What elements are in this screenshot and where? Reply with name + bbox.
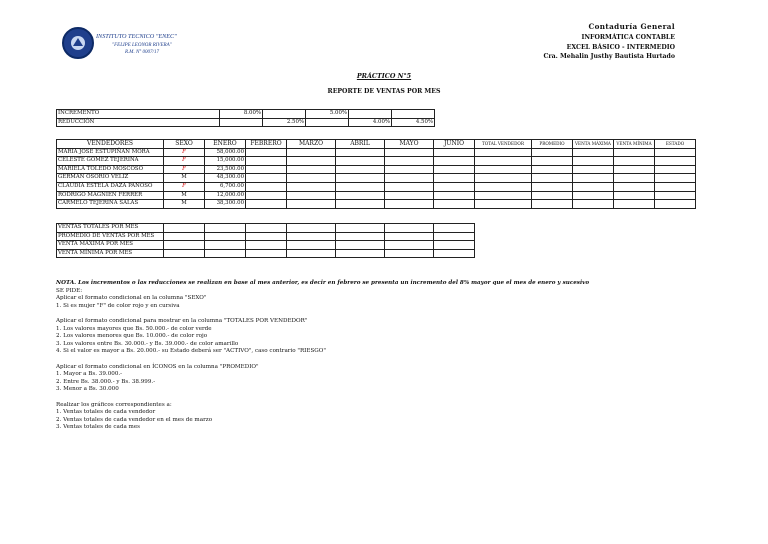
block3-line: Aplicar el formato condicional en ÍCONOS en la columna "PROMEDIO" — [56, 363, 259, 370]
empty-cell[interactable] — [434, 241, 475, 250]
school-logo — [62, 27, 94, 59]
empty-cell[interactable] — [532, 157, 573, 166]
empty-cell[interactable] — [614, 191, 655, 200]
enero-cell[interactable]: 38,300.00 — [205, 200, 246, 209]
enero-cell[interactable]: 58,000.00 — [205, 148, 246, 157]
table-row — [57, 157, 696, 166]
block4-line: 2. Ventas totales de cada vendedor en el mes de marzo — [56, 416, 213, 423]
enero-cell[interactable]: 23,500.00 — [205, 165, 246, 174]
block2-line: 4. Si el valor es mayor a Bs. 20.000.- su Estado deberá ser "ACTIVO", caso contrario "RIESGO" — [56, 348, 326, 355]
reduccion-value-3[interactable]: 4.50% — [392, 118, 435, 127]
reduccion-value-2[interactable]: 4.00% — [349, 118, 392, 127]
col-marzo: MARZO — [287, 140, 336, 149]
empty-cell[interactable] — [385, 200, 434, 209]
empty-cell[interactable] — [336, 157, 385, 166]
empty-cell[interactable] — [573, 174, 614, 183]
table-row — [57, 182, 696, 191]
empty-cell[interactable] — [287, 249, 336, 258]
school-code: R.M. N° 0007/17 — [125, 50, 159, 55]
enero-cell[interactable]: 15,000.00 — [205, 157, 246, 166]
incremento-row — [57, 110, 435, 119]
empty-cell[interactable] — [385, 148, 434, 157]
empty-cell[interactable] — [287, 200, 336, 209]
table-row — [57, 165, 696, 174]
empty-cell[interactable] — [532, 148, 573, 157]
empty-cell[interactable] — [655, 191, 696, 200]
empty-cell[interactable] — [475, 165, 532, 174]
col-febrero: FEBRERO — [246, 140, 287, 149]
block4-line: Realizar los gráficos correspondientes a: — [56, 401, 172, 408]
school-name: INSTITUTO TECNICO "ENEC" — [96, 33, 177, 40]
empty-cell[interactable] — [336, 182, 385, 191]
empty-cell[interactable] — [246, 191, 287, 200]
empty-cell — [306, 118, 349, 127]
enero-cell[interactable]: 12,000.00 — [205, 191, 246, 200]
empty-cell[interactable] — [246, 148, 287, 157]
se-pide: SE PIDE: — [56, 287, 83, 294]
empty-cell[interactable] — [434, 165, 475, 174]
incremento-label: INCREMENTO — [57, 110, 220, 119]
empty-cell[interactable] — [573, 157, 614, 166]
empty-cell[interactable] — [287, 224, 336, 233]
summary-label: PROMEDIO DE VENTAS POR MES — [57, 232, 164, 241]
empty-cell[interactable] — [164, 224, 205, 233]
empty-cell[interactable] — [532, 165, 573, 174]
empty-cell[interactable] — [614, 165, 655, 174]
empty-cell[interactable] — [287, 157, 336, 166]
header-title: Contaduría General — [588, 22, 675, 31]
vendedor-cell[interactable]: RODRIGO MAGNIEN FERRER — [57, 191, 164, 200]
empty-cell[interactable] — [434, 224, 475, 233]
empty-cell[interactable] — [475, 191, 532, 200]
empty-cell[interactable] — [246, 165, 287, 174]
sexo-cell[interactable]: M — [164, 191, 205, 200]
empty-cell[interactable] — [655, 174, 696, 183]
empty-cell[interactable] — [246, 241, 287, 250]
empty-cell[interactable] — [336, 200, 385, 209]
col-junio: JUNIO — [434, 140, 475, 149]
empty-cell[interactable] — [434, 182, 475, 191]
reduccion-label: REDUCCIÓN — [57, 118, 220, 127]
empty-cell[interactable] — [475, 174, 532, 183]
empty-cell[interactable] — [532, 182, 573, 191]
empty-cell[interactable] — [164, 241, 205, 250]
sales-header-row — [57, 140, 696, 149]
empty-cell — [220, 118, 263, 127]
empty-cell[interactable] — [205, 232, 246, 241]
sexo-cell[interactable]: M — [164, 174, 205, 183]
empty-cell[interactable] — [336, 232, 385, 241]
empty-cell[interactable] — [532, 191, 573, 200]
block4-line: 1. Ventas totales de cada vendedor — [56, 409, 156, 416]
empty-cell[interactable] — [532, 200, 573, 209]
col-venta-maxima: VENTA MÁXIMA — [573, 140, 614, 149]
col-sexo: SEXO — [164, 140, 205, 149]
empty-cell[interactable] — [336, 224, 385, 233]
empty-cell[interactable] — [336, 191, 385, 200]
block2-line: 3. Los valores entre Bs. 30.000.- y Bs. 39.000.- de color amarillo — [56, 340, 239, 347]
empty-cell[interactable] — [336, 165, 385, 174]
empty-cell[interactable] — [434, 157, 475, 166]
col-estado: ESTADO — [655, 140, 696, 149]
col-mayo: MAYO — [385, 140, 434, 149]
report-title: REPORTE DE VENTAS POR MES — [327, 88, 441, 95]
summary-row — [57, 249, 475, 258]
block2-line: Aplicar el formato condicional para mostrar en la columna "TOTALES POR VENDEDOR" — [56, 317, 308, 324]
empty-cell[interactable] — [385, 182, 434, 191]
empty-cell[interactable] — [434, 174, 475, 183]
summary-row — [57, 232, 475, 241]
table-row — [57, 148, 696, 157]
empty-cell[interactable] — [205, 249, 246, 258]
empty-cell[interactable] — [434, 200, 475, 209]
block3-line: 3. Menor a Bs. 30.000 — [56, 386, 119, 393]
col-venta-minima: VENTA MÍNIMA — [614, 140, 655, 149]
empty-cell[interactable] — [336, 148, 385, 157]
block1-line: 1. Si es mujer "F" de color rojo y en cursiva — [56, 302, 180, 309]
summary-label: VENTA MÍNIMA POR MES — [57, 249, 164, 258]
summary-label: VENTA MÁXIMA POR MES — [57, 241, 164, 250]
header-line3: Cra. Mehalin Justhy Bautista Hurtado — [543, 53, 675, 60]
empty-cell[interactable] — [475, 200, 532, 209]
block1-line: Aplicar el formato condicional en la columna "SEXO" — [56, 295, 207, 302]
empty-cell[interactable] — [246, 182, 287, 191]
empty-cell[interactable] — [434, 191, 475, 200]
empty-cell[interactable] — [205, 224, 246, 233]
table-row — [57, 200, 696, 209]
empty-cell[interactable] — [475, 148, 532, 157]
table-row — [57, 191, 696, 200]
vendedor-cell[interactable]: MARIELA TOLEDO MOSCOSO — [57, 165, 164, 174]
sexo-cell[interactable]: F — [164, 157, 205, 166]
empty-cell[interactable] — [655, 182, 696, 191]
empty-cell[interactable] — [287, 174, 336, 183]
incremento-value-1[interactable]: 8.00% — [220, 110, 263, 119]
summary-row — [57, 224, 475, 233]
empty-cell[interactable] — [336, 174, 385, 183]
empty-cell[interactable] — [164, 232, 205, 241]
sales-table — [56, 139, 696, 209]
vendedor-cell[interactable]: CELESTE GOMEZ TEJERINA — [57, 157, 164, 166]
nota-text: NOTA. Los incrementos o las reducciones se realizan en base al mes anterior, es decir en febrero se presenta un incremento del 8% mayor que el mes de enero y sucesivo — [56, 280, 590, 286]
summary-table — [56, 223, 475, 258]
col-abril: ABRIL — [336, 140, 385, 149]
empty-cell[interactable] — [385, 249, 434, 258]
empty-cell[interactable] — [336, 241, 385, 250]
empty-cell[interactable] — [434, 249, 475, 258]
header-line1: INFORMÁTICA CONTABLE — [581, 34, 675, 41]
block2-line: 2. Los valores menores que Bs. 10.000.- de color rojo — [56, 333, 208, 340]
vendedor-cell[interactable]: GERMAN OSORIO VELIZ — [57, 174, 164, 183]
empty-cell[interactable] — [287, 148, 336, 157]
empty-cell[interactable] — [655, 200, 696, 209]
col-vendedores: VENDEDORES — [57, 140, 164, 149]
empty-cell[interactable] — [573, 148, 614, 157]
vendedor-cell[interactable]: CLAUDIA ESTELA DAZA PANOSO — [57, 182, 164, 191]
empty-cell[interactable] — [573, 191, 614, 200]
empty-cell[interactable] — [475, 182, 532, 191]
empty-cell[interactable] — [246, 157, 287, 166]
empty-cell[interactable] — [385, 174, 434, 183]
reduccion-value-1[interactable]: 2.50% — [263, 118, 306, 127]
empty-cell[interactable] — [287, 232, 336, 241]
empty-cell[interactable] — [246, 249, 287, 258]
summary-row — [57, 241, 475, 250]
empty-cell[interactable] — [655, 148, 696, 157]
empty-cell[interactable] — [475, 157, 532, 166]
block3-line: 1. Mayor a Bs. 39.000.- — [56, 371, 123, 378]
empty-cell[interactable] — [385, 224, 434, 233]
empty-cell[interactable] — [434, 148, 475, 157]
block4-line: 3. Ventas totales de cada mes — [56, 424, 141, 431]
empty-cell[interactable] — [434, 232, 475, 241]
vendedor-cell[interactable]: CARMELO TEJERINA SALAS — [57, 200, 164, 209]
summary-label: VENTAS TOTALES POR MES — [57, 224, 164, 233]
empty-cell[interactable] — [614, 157, 655, 166]
block3-line: 2. Entre Bs. 38.000.- y Bs. 38.999.- — [56, 378, 156, 385]
empty-cell[interactable] — [655, 165, 696, 174]
empty-cell[interactable] — [205, 241, 246, 250]
empty-cell[interactable] — [573, 200, 614, 209]
empty-cell[interactable] — [614, 174, 655, 183]
block2-line: 1. Los valores mayores que Bs. 50.000.- de color verde — [56, 325, 212, 332]
empty-cell[interactable] — [287, 182, 336, 191]
practice-title: PRÁCTICO N°5 — [356, 72, 412, 80]
empty-cell[interactable] — [246, 200, 287, 209]
table-row — [57, 174, 696, 183]
empty-cell[interactable] — [385, 241, 434, 250]
empty-cell — [349, 110, 392, 119]
sexo-cell[interactable]: F — [164, 148, 205, 157]
empty-cell[interactable] — [246, 232, 287, 241]
empty-cell[interactable] — [655, 157, 696, 166]
empty-cell[interactable] — [287, 191, 336, 200]
parameters-table — [56, 109, 435, 127]
reduccion-row — [57, 118, 435, 127]
empty-cell[interactable] — [573, 165, 614, 174]
empty-cell[interactable] — [573, 182, 614, 191]
empty-cell[interactable] — [532, 174, 573, 183]
empty-cell[interactable] — [246, 174, 287, 183]
vendedor-cell[interactable]: MARIA JOSE ESTUPIÑAN MORA — [57, 148, 164, 157]
enero-cell[interactable]: 6,700.00 — [205, 182, 246, 191]
empty-cell[interactable] — [385, 165, 434, 174]
school-subtitle: "FELIPE LEONOR RIVERA" — [112, 43, 172, 48]
col-enero: ENERO — [205, 140, 246, 149]
empty-cell[interactable] — [287, 241, 336, 250]
col-total-vendedor: TOTAL VENDEDOR — [475, 140, 532, 149]
empty-cell[interactable] — [164, 249, 205, 258]
empty-cell[interactable] — [614, 148, 655, 157]
sexo-cell[interactable]: M — [164, 200, 205, 209]
col-promedio: PROMEDIO — [532, 140, 573, 149]
empty-cell[interactable] — [614, 182, 655, 191]
empty-cell[interactable] — [385, 232, 434, 241]
header-line2: EXCEL BÁSICO - INTERMEDIO — [566, 44, 675, 51]
empty-cell[interactable] — [246, 224, 287, 233]
sexo-cell[interactable]: F — [164, 165, 205, 174]
empty-cell[interactable] — [614, 200, 655, 209]
empty-cell[interactable] — [336, 249, 385, 258]
instructions — [56, 280, 756, 432]
sexo-cell[interactable]: F — [164, 182, 205, 191]
empty-cell[interactable] — [385, 191, 434, 200]
incremento-value-2[interactable]: 5.00% — [306, 110, 349, 119]
empty-cell — [263, 110, 306, 119]
empty-cell[interactable] — [287, 165, 336, 174]
empty-cell[interactable] — [385, 157, 434, 166]
empty-cell — [392, 110, 435, 119]
enero-cell[interactable]: 48,300.00 — [205, 174, 246, 183]
